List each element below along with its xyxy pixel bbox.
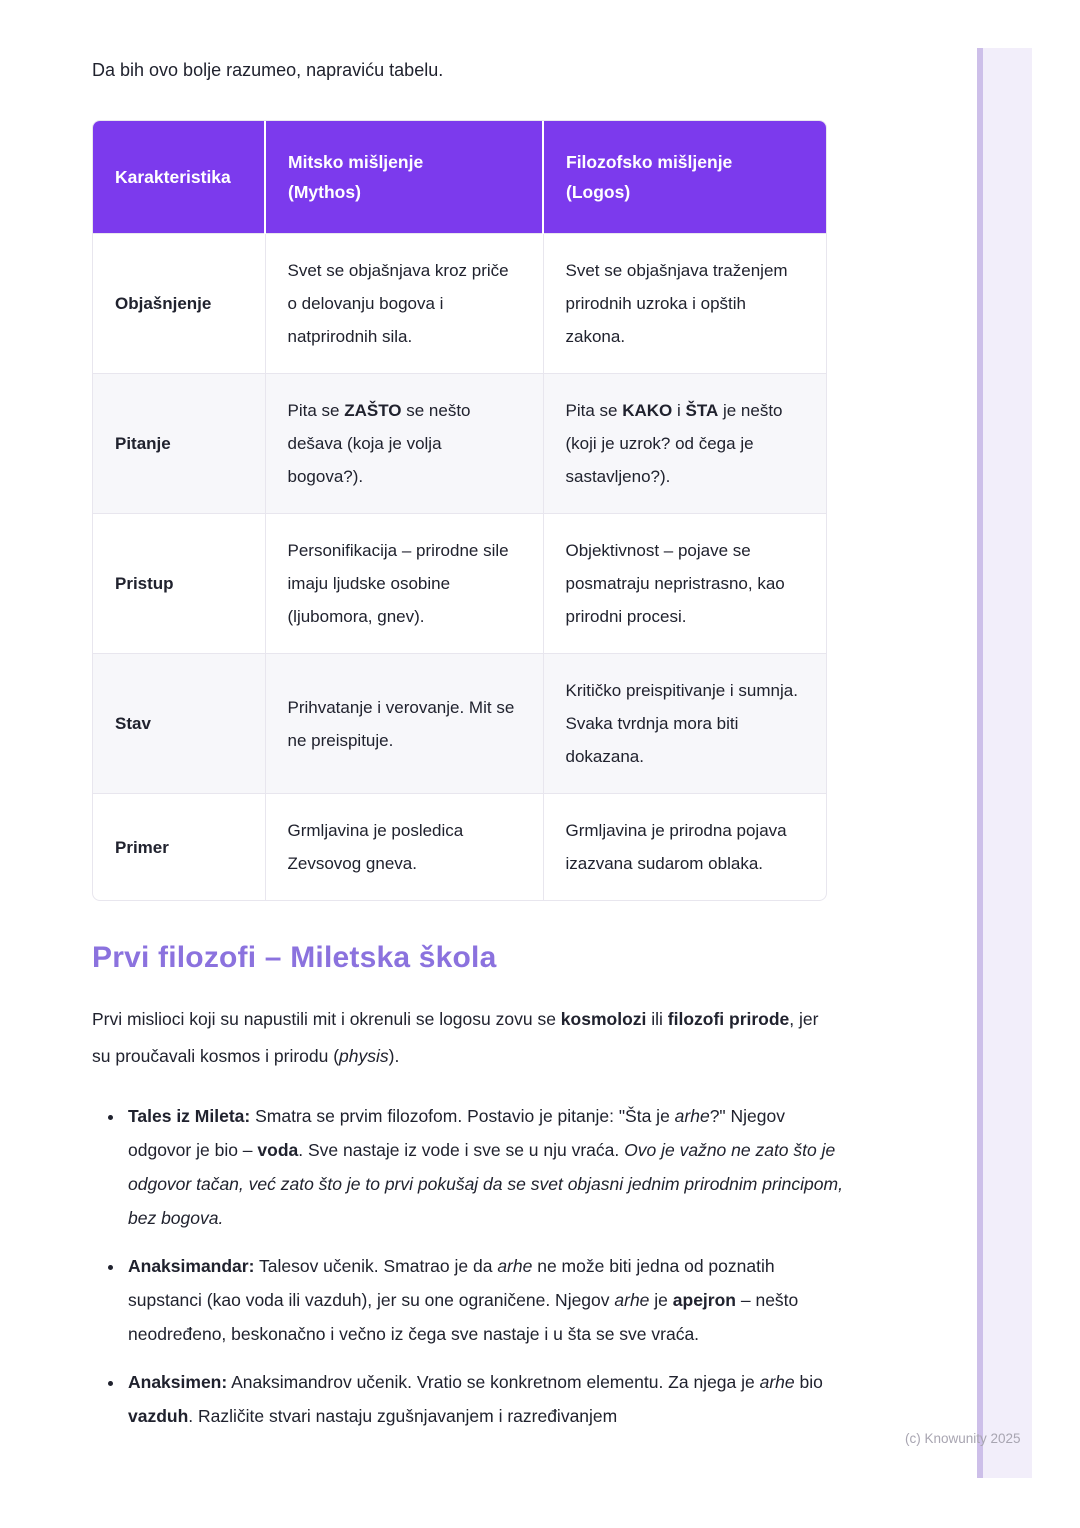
list-item: • Anaksimen: Anaksimandrov učenik. Vratio se konkretnom elementu. Za njega je arhe bio vazduh. Različite stvari nastaju zgušnjavanjem i razređivanjem: [125, 1365, 847, 1433]
header-line: Filozofsko mišljenje: [566, 152, 733, 172]
logos-cell: Svet se objašnjava traženjem prirodnih uzroka i opštih zakona.: [543, 234, 827, 374]
table-row: [93, 514, 827, 654]
row-label: Pitanje: [93, 374, 265, 514]
row-label: Primer: [93, 794, 265, 901]
mythos-cell: Svet se objašnjava kroz priče o delovanju bogova i natprirodnih sila.: [265, 234, 543, 374]
table-row: [93, 374, 827, 514]
header-karakteristika: [93, 121, 265, 234]
row-label: Objašnjenje: [93, 234, 265, 374]
mythos-cell: Prihvatanje i verovanje. Mit se ne preispituje.: [265, 654, 543, 794]
logos-cell: Kritičko preispitivanje i sumnja. Svaka tvrdnja mora biti dokazana.: [543, 654, 827, 794]
mythos-cell: Grmljavina je posledica Zevsovog gneva.: [265, 794, 543, 901]
table-row: [93, 794, 827, 901]
header-line: Mitsko mišljenje: [288, 152, 424, 172]
header-line: (Mythos): [288, 182, 361, 202]
comparison-table: [93, 121, 827, 900]
intro-text: Da bih ovo bolje razumeo, napraviću tabelu.: [92, 60, 444, 80]
list-item: • Tales iz Mileta: Smatra se prvim filozofom. Postavio je pitanje: "Šta je arhe?" Njegov odgovor je bio – voda. Sve nastaje iz vode i sve se u nju vraća. Ovo je važno ne zato što je odgovor tačan, već zato što je to prvi pokušaj da se svet objasni jednim prirodnim principom, bez bogova.: [125, 1099, 847, 1235]
list-item: • Anaksimandar: Talesov učenik. Smatrao je da arhe ne može biti jedna od poznatih supstanci (kao voda ili vazduh), jer su one ograničene. Njegov arhe je apejron – nešto neodređeno, beskonačno i večno iz čega sve nastaje i u šta se sve vraća.: [125, 1249, 847, 1351]
copyright-text: (c) Knowunity 2025: [905, 1431, 1021, 1446]
table-row: [93, 234, 827, 374]
logos-cell: Grmljavina je prirodna pojava izazvana sudarom oblaka.: [543, 794, 827, 901]
section-paragraph: Prvi mislioci koji su napustili mit i okrenuli se logosu zovu se kosmolozi ili filozofi prirode, jer su proučavali kosmos i prirodu (physis).: [92, 1009, 819, 1066]
logos-cell: Pita se KAKO i ŠTA je nešto (koji je uzrok? od čega je sastavljeno?).: [543, 374, 827, 514]
next-page-edge-panel: [977, 48, 1032, 1478]
mythos-cell: Personifikacija – prirodne sile imaju ljudske osobine (ljubomora, gnev).: [265, 514, 543, 654]
header-line: (Logos): [566, 182, 631, 202]
philosophers-list: [92, 1099, 847, 1433]
row-label: Stav: [93, 654, 265, 794]
header-mitsko-misljenje: [265, 121, 543, 234]
logos-cell: Objektivnost – pojave se posmatraju nepristrasno, kao prirodni procesi.: [543, 514, 827, 654]
table-row: [93, 654, 827, 794]
header-line: Karakteristika: [115, 167, 231, 187]
mythos-cell: Pita se ZAŠTO se nešto dešava (koja je volja bogova?).: [265, 374, 543, 514]
header-filozofsko-misljenje: [543, 121, 827, 234]
comparison-table-card: [92, 120, 827, 901]
row-label: Pristup: [93, 514, 265, 654]
section-heading: Prvi filozofi – Miletska škola: [92, 941, 497, 974]
table-body: [93, 234, 827, 901]
table-header-row: [93, 121, 827, 234]
document-page: [92, 0, 843, 1447]
